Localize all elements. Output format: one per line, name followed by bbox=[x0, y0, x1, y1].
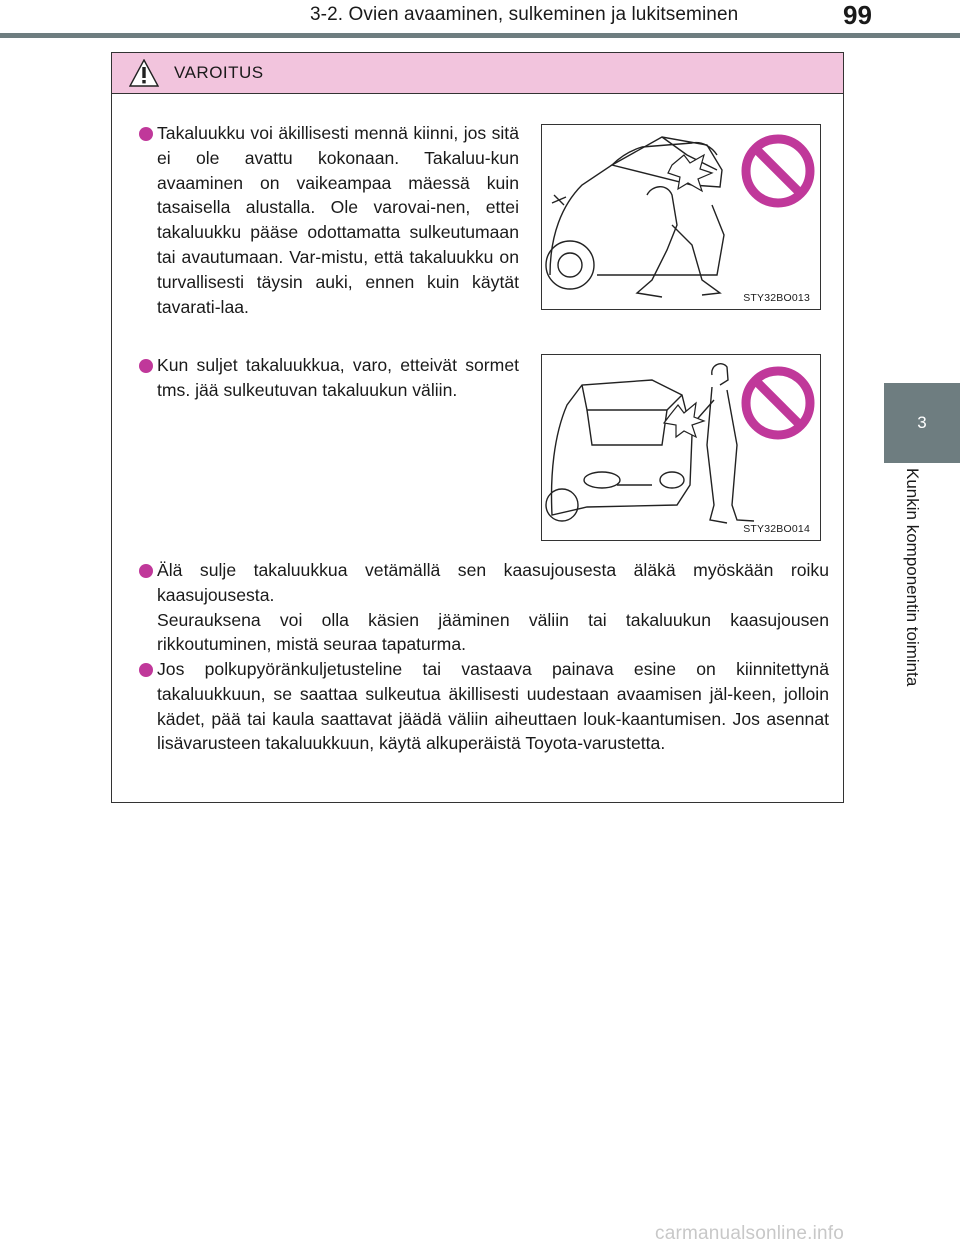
figure-fingers-caught bbox=[541, 354, 821, 541]
prohibited-icon bbox=[746, 139, 810, 203]
chapter-title: Kunkin komponentin toiminta bbox=[903, 468, 922, 687]
warning-box bbox=[111, 52, 844, 803]
warning-triangle-icon bbox=[129, 59, 159, 87]
list-item bbox=[139, 657, 829, 756]
bullet-dot-icon bbox=[139, 359, 153, 373]
section-title: 3-2. Ovien avaaminen, sulkeminen ja lukitseminen bbox=[310, 4, 739, 25]
list-item bbox=[139, 121, 519, 319]
car-person-illustration bbox=[542, 355, 822, 542]
prohibited-icon bbox=[746, 371, 810, 435]
bullet-dot-icon bbox=[139, 127, 153, 141]
list-item bbox=[139, 353, 519, 403]
bullet-dot-icon bbox=[139, 663, 153, 677]
chapter-number: 3 bbox=[917, 413, 927, 432]
header-rule bbox=[0, 33, 960, 38]
warning-header bbox=[112, 53, 843, 94]
warning-text: Kun suljet takaluukkua, varo, etteivät sormet tms. jää sulkeutuvan takaluukun väliin. bbox=[157, 355, 519, 400]
warning-text: Takaluukku voi äkillisesti mennä kiinni, jos sitä ei ole avattu kokonaan. Takaluu-kun avaaminen on vaikeampaa mäessä kuin tasaisella alustalla. Ole varovai-nen, ettei takaluukku pääse odottamatta sulkeutumaan tai avautumaan. Var-mistu, että takaluukku on turvallisesti täysin auki, ennen kuin käytät tavarati-laa. bbox=[157, 123, 519, 317]
warning-text: Jos polkupyöränkuljetusteline tai vastaava painava esine on kiinnitettynä takaluukkuun, se saattaa sulkeutua äkillisesti uudestaan avaamisen jäl-keen, jolloin kädet, pää tai kaula saattavat jäädä väliin aiheuttaen louk-kaantumisen. Jos asennat lisävarusteen takaluukkuun, käytä alkuperäistä Toyota-varustetta. bbox=[157, 659, 829, 754]
figure-code: STY32BO014 bbox=[743, 523, 810, 535]
figure-code: STY32BO013 bbox=[743, 292, 810, 304]
bullet-dot-icon bbox=[139, 564, 153, 578]
figure-tailgate-closing bbox=[541, 124, 821, 310]
car-tailgate-illustration bbox=[542, 125, 822, 311]
chapter-tab[interactable] bbox=[884, 383, 960, 463]
warning-label: VAROITUS bbox=[174, 63, 264, 82]
watermark: carmanualsonline.info bbox=[655, 1223, 845, 1244]
list-item bbox=[139, 558, 829, 657]
page-number: 99 bbox=[843, 0, 872, 30]
warning-text: Älä sulje takaluukkua vetämällä sen kaasujousesta äläkä myöskään roiku kaasujousesta. Seurauksena voi olla käsien jääminen väliin tai takaluukun kaasujousen rikkoutuminen, mistä seuraa tapaturma. bbox=[157, 560, 829, 655]
